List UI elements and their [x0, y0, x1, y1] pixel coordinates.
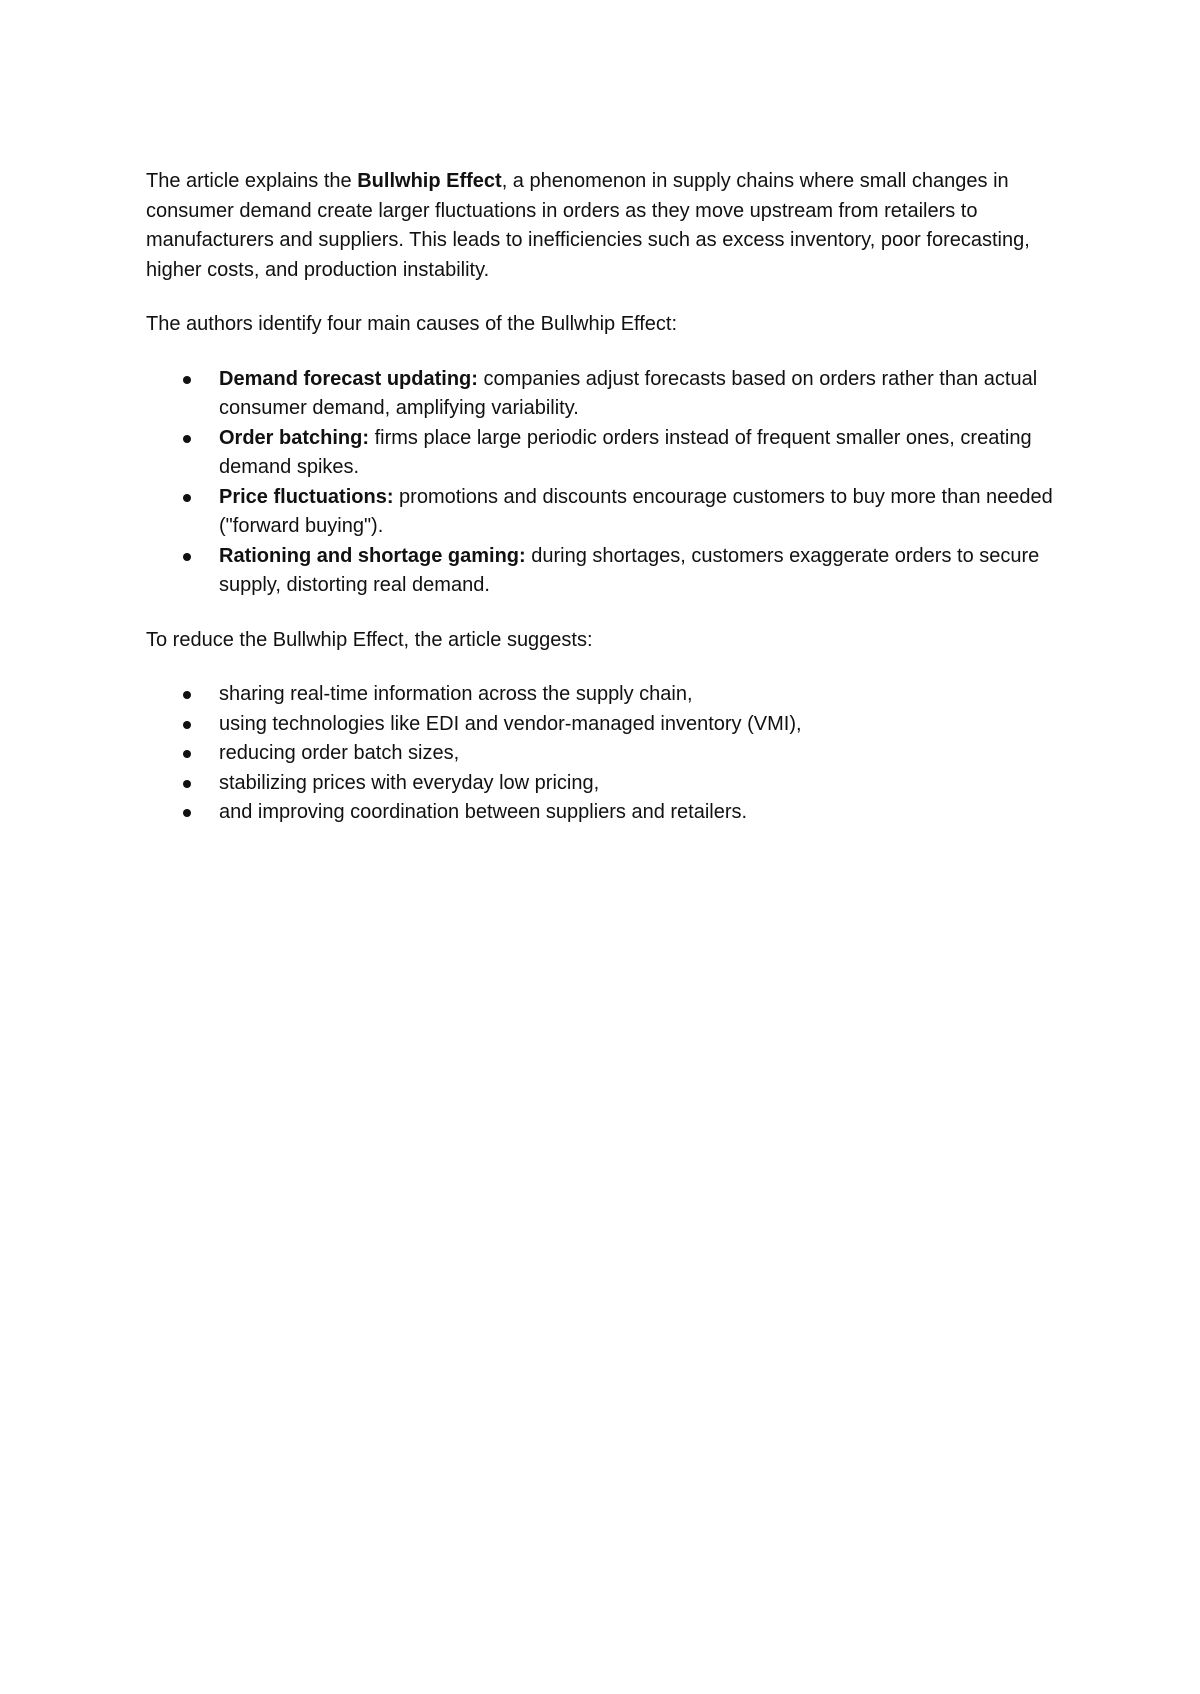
bullet-icon — [183, 553, 191, 561]
cause-text: companies adjust forecasts based on orders rather than actual consumer demand, amplifying variability. — [219, 367, 1038, 419]
list-item — [146, 769, 1076, 799]
bullet-icon — [183, 376, 191, 384]
bullet-icon — [183, 691, 191, 699]
intro-text-after: , a phenomenon in supply chains where small changes in consumer demand create larger fluctuations in orders as they move upstream from retailers to manufacturers and suppliers. This leads to inefficiencies such as excess inventory, poor forecasting, higher costs, and production instability. — [146, 170, 1030, 281]
solution-text: stabilizing prices with everyday low pricing, — [219, 771, 600, 794]
list-item — [146, 680, 1076, 710]
cause-text: firms place large periodic orders instead of frequent smaller ones, creating demand spikes. — [219, 426, 1032, 478]
bullet-icon — [183, 721, 191, 729]
list-item — [146, 365, 1076, 424]
list-item — [146, 739, 1076, 769]
intro-paragraph — [146, 167, 1076, 285]
bullet-icon — [183, 750, 191, 758]
intro-text-before: The article explains the — [146, 170, 358, 192]
document-body — [146, 167, 1076, 853]
causes-list — [146, 365, 1076, 601]
intro-bold-term: Bullwhip Effect — [357, 170, 502, 192]
solution-text: using technologies like EDI and vendor-managed inventory (VMI), — [219, 712, 802, 735]
cause-term: Order batching: — [219, 426, 370, 449]
cause-term: Price fluctuations: — [219, 485, 394, 508]
bullet-icon — [183, 809, 191, 817]
list-item — [146, 798, 1076, 828]
list-item — [146, 542, 1076, 601]
bullet-icon — [183, 494, 191, 502]
list-item — [146, 710, 1076, 740]
solution-text: and improving coordination between suppliers and retailers. — [219, 801, 748, 823]
cause-term: Rationing and shortage gaming: — [219, 544, 526, 567]
list-item — [146, 424, 1076, 483]
solution-text: reducing order batch sizes, — [219, 742, 460, 764]
list-item — [146, 483, 1076, 542]
cause-text: promotions and discounts encourage customers to buy more than needed ("forward buying"). — [219, 485, 1053, 537]
solutions-list — [146, 680, 1076, 828]
solution-text: sharing real-time information across the supply chain, — [219, 683, 693, 705]
causes-intro-paragraph: The authors identify four main causes of the Bullwhip Effect: — [146, 313, 678, 335]
bullet-icon — [183, 780, 191, 788]
bullet-icon — [183, 435, 191, 443]
solutions-intro-paragraph: To reduce the Bullwhip Effect, the article suggests: — [146, 628, 593, 651]
cause-text: during shortages, customers exaggerate orders to secure supply, distorting real demand. — [219, 544, 1040, 596]
cause-term: Demand forecast updating: — [219, 367, 478, 390]
